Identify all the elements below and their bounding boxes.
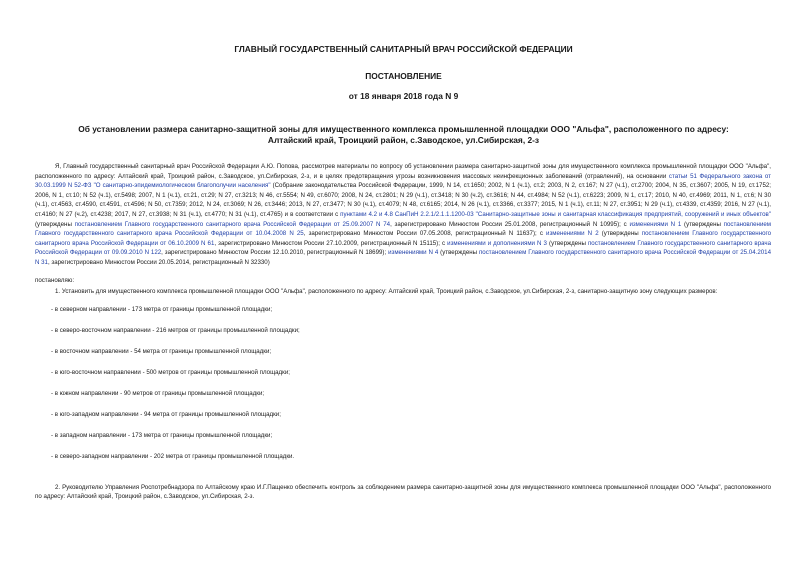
- direction-list: [35, 305, 771, 473]
- law-link[interactable]: статьи 51 Федерального закона от 30.03.1999 N 52-ФЗ "О санитарно-эпидемиологическом благополучии населения": [35, 172, 771, 190]
- preamble-text: , зарегистрировано Минюстом России 25.01.2008, регистрационный N 10995); с: [390, 220, 630, 228]
- resolution-link[interactable]: постановлением Главного государственного санитарного врача Российской Федерации от 06.10.2009 N 61: [35, 230, 772, 247]
- resolution-link[interactable]: постановлением Главного государственного санитарного врача Российской Федерации от 25.09.2007 N 74: [74, 220, 391, 228]
- resolution-link[interactable]: постановлением Главного государственного санитарного врача Российской Федерации от 09.09.2010 N 122: [35, 239, 772, 257]
- resolution-link[interactable]: постановлением Главного государственного санитарного врача Российской Федерации от 25.04.2014 N 31: [35, 249, 771, 266]
- preamble-text: (утверждены: [598, 230, 642, 238]
- document-type: ПОСТАНОВЛЕНИЕ: [365, 71, 442, 81]
- document-date-number: от 18 января 2018 года N 9: [348, 91, 459, 101]
- amendment-link[interactable]: изменениями N 1: [629, 220, 682, 228]
- preamble-text: , зарегистрировано Минюстом России 27.10.2009, регистрационный N 15115); с: [214, 239, 448, 247]
- preamble-text: (утверждены: [438, 249, 479, 257]
- direction-item: - в южном направлении - 90 метров от границы промышленной площадки;: [51, 389, 265, 397]
- direction-item: - в восточном направлении - 54 метра от границы промышленной площадки;: [51, 347, 272, 355]
- preamble-text: (утверждены: [35, 220, 75, 228]
- decree-word: постановляю:: [35, 276, 75, 284]
- amendment-link[interactable]: изменениями N 4: [388, 249, 439, 257]
- direction-item: - в северо-западном направлении - 202 метра от границы промышленной площадки.: [51, 452, 295, 460]
- amendment-link[interactable]: изменениями N 2: [546, 230, 599, 238]
- title-line-2: Алтайский край, Троицкий район, с.Заводское, ул.Сибирская, 2-з: [267, 135, 540, 145]
- direction-item: - в юго-западном направлении - 94 метра от границы промышленной площадки;: [51, 410, 281, 418]
- document-body: [35, 162, 771, 502]
- amendment-link[interactable]: изменениями и дополнениями N 3: [447, 239, 547, 247]
- sanpin-link[interactable]: пунктами 4.2 и 4.8 СанПиН 2.2.1/2.1.1.1200-03 "Санитарно-защитные зоны и санитарная классификация предприятий, сооружений и иных объектов": [340, 210, 771, 218]
- preamble-text: (Собрание законодательства Российской Федерации, 1999, N 14, ст.1650; 2002, N 1 (ч.1), ст.2; 2003, N 2, ст.167; N 27 (ч.1), ст.2700; 2004, N 35, ст.3607; 2005, N 19, ст.1752; 2006, N 1, ст.10; N 52 (ч.1), ст.5498; 2007, N 1 (ч.1), ст.21, ст.29; N 27, ст.3213; N 46, ст.5554; N 49, ст.6070; 2008, N 24, ст.2801; N 29 (ч.1), ст.3418; N 30 (ч.2), ст.3616; N 44, ст.4984; N 52 (ч.1), ст.6223; 2009, N 1, ст.17; 2010, N 40, ст.4969; 2011, N 1, ст.6; N 30 (ч.1), ст.4563, ст.4590, ст.4591, ст.4596; N 50, ст.7359; 2012, N 24, ст.3069; N 26, ст.3446; 2013, N 27, ст.3477; N 30 (ч.1), ст.4079; N 48, ст.6165; 2014, N 26 (ч.1), ст.3366, ст.3377; 2015, N 1 (ч.1), ст.11; N 27, ст.3951; N 29 (ч.1), ст.4339, ст.4359; 2016, N 27 (ч.1), ст.4160; N 27 (ч.2), ст.4238; 2017, N 27, ст.3938; N 31 (ч.1), ст.4770; N 31 (ч.1), ст.4765) и в соответствии с: [35, 182, 771, 218]
- preamble-text: (утверждены: [546, 239, 588, 247]
- preamble-text: Я, Главный государственный санитарный врач Российской Федерации А.Ю. Попова, рассмотрев материалы по вопросу об установлении размера санитарно-защитной зоны для имущественного комплекса промышленной площадки ООО "Альфа", расположенного по адресу: Алтайский край, Троицкий район, с.Заводское, ул.Сибирская, 2-з, и в целях предотвращения угрозы возникновения массовых неинфекционных заболеваний (отравлений), на основании: [35, 163, 771, 180]
- preamble-text: , зарегистрировано Минюстом России 20.05.2014, регистрационный N 32330): [47, 258, 270, 266]
- direction-item: - в северо-восточном направлении - 216 метров от границы промышленной площадки;: [51, 326, 300, 334]
- preamble-paragraph: [35, 162, 771, 268]
- resolution-link[interactable]: постановлением Главного государственного санитарного врача Российской Федерации от 10.04.2008 N 25: [35, 220, 772, 238]
- point-1: 1. Установить для имущественного комплекса промышленной площадки ООО "Альфа", расположенного по адресу: Алтайский край, Троицкий район, с.Заводское, ул.Сибирская, 2-з, санитарно-защитную зону следующих размеров:: [55, 288, 718, 296]
- document-title: [50, 124, 757, 146]
- title-line-1: Об установлении размера санитарно-защитной зоны для имущественного комплекса промышленной площадки ООО "Альфа", расположенного по адресу:: [78, 124, 729, 134]
- issuing-authority: ГЛАВНЫЙ ГОСУДАРСТВЕННЫЙ САНИТАРНЫЙ ВРАЧ РОССИЙСКОЙ ФЕДЕРАЦИИ: [234, 44, 573, 54]
- direction-item: - в юго-восточном направлении - 500 метров от границы промышленной площадки;: [51, 368, 290, 376]
- direction-item: - в западном направлении - 173 метра от границы промышленной площадки;: [51, 431, 273, 439]
- preamble-text: , зарегистрировано Минюстом России 07.05.2008, регистрационный N 11637); с: [303, 230, 547, 238]
- point-2: 2. Руководителю Управления Роспотребнадзора по Алтайскому краю И.Г.Пащенко обеспечить контроль за соблюдением размера санитарно-защитной зоны для имущественного комплекса промышленной площадки ООО "Альфа", расположенного по адресу: Алтайский край, Троицкий район, с.Заводское, ул.Сибирская, 2-з.: [35, 483, 771, 501]
- preamble-text: , зарегистрировано Минюстом России 12.10.2010, регистрационный N 18699);: [161, 249, 389, 257]
- direction-item: - в северном направлении - 173 метра от границы промышленной площадки;: [51, 305, 273, 313]
- preamble-text: (утверждены: [681, 220, 724, 228]
